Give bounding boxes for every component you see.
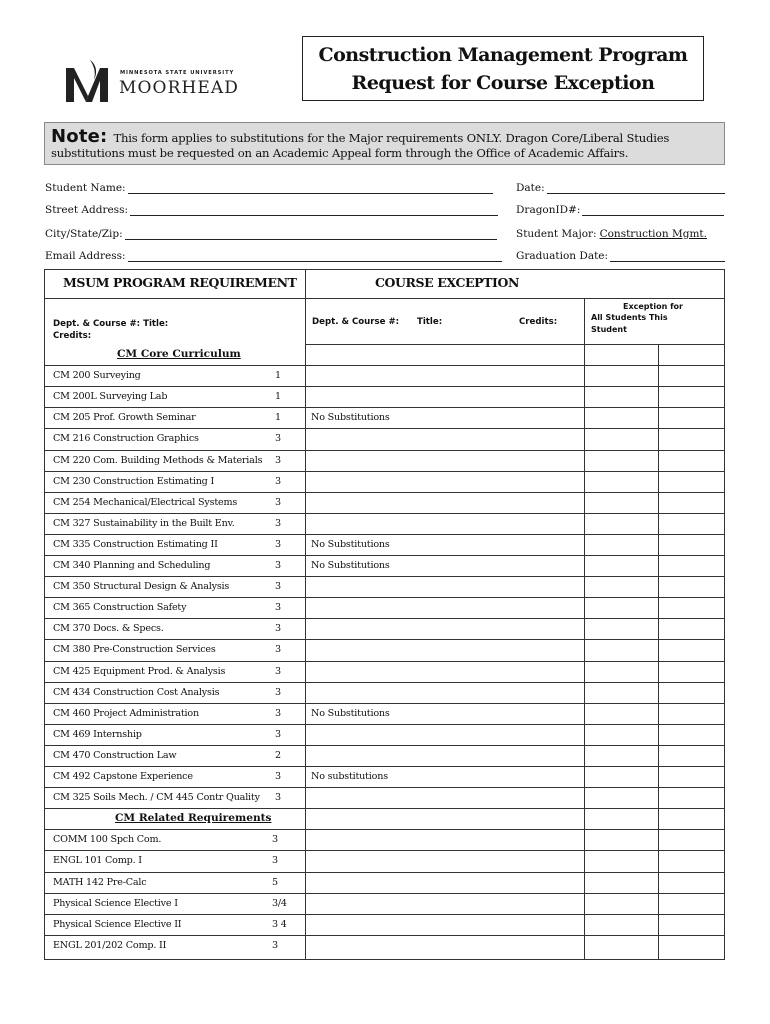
- course-name: Physical Science Elective I: [53, 897, 178, 909]
- course-name: CM 220 Com. Building Methods & Materials: [53, 454, 263, 466]
- course-name: CM 335 Construction Estimating II: [53, 538, 218, 550]
- university-logo: [64, 58, 254, 104]
- course-credits: 3: [275, 644, 281, 656]
- course-name: COMM 100 Spch Com.: [53, 834, 162, 846]
- course-name: MATH 142 Pre-Calc: [53, 876, 147, 888]
- dragon-id-label: DragonID#:: [516, 204, 581, 216]
- student-name-label: Student Name:: [45, 182, 126, 194]
- course-name: CM 460 Project Administration: [53, 707, 199, 719]
- course-name: ENGL 101 Comp. I: [53, 855, 142, 867]
- section-heading-core: CM Core Curriculum: [117, 348, 241, 360]
- course-credits: 3: [275, 686, 281, 698]
- course-name: CM 200L Surveying Lab: [53, 391, 168, 403]
- left-subheader: Dept. & Course #: Title:: [53, 319, 169, 329]
- form-title-line2: Request for Course Exception: [351, 72, 655, 94]
- course-name: ENGL 201/202 Comp. II: [53, 939, 167, 951]
- student-major-value: Construction Mgmt.: [599, 228, 707, 240]
- msum-requirement-header: MSUM PROGRAM REQUIREMENT: [63, 275, 297, 290]
- course-credits: 1: [275, 412, 281, 424]
- course-credits: 3: [275, 454, 281, 466]
- course-credits: 3: [275, 771, 281, 782]
- course-credits: 3: [275, 602, 281, 614]
- course-name: CM 340 Planning and Scheduling: [53, 560, 211, 571]
- course-name: CM 380 Pre-Construction Services: [53, 644, 216, 656]
- note-text-line2: substitutions must be requested on an Academic Appeal form through the Office of Academic Affairs.: [51, 146, 629, 160]
- course-credits: 3: [272, 939, 278, 951]
- course-name: CM 492 Capstone Experience: [53, 771, 193, 782]
- course-credits: 3: [275, 728, 281, 740]
- course-credits: 3: [275, 517, 281, 529]
- course-credits: 3: [275, 623, 281, 635]
- course-name: CM 365 Construction Safety: [53, 602, 187, 614]
- course-credits: 3/4: [272, 897, 287, 909]
- course-name: CM 469 Internship: [53, 728, 142, 740]
- exception-header-line3: Student: [591, 325, 627, 334]
- logo-title: MOORHEAD: [119, 78, 240, 98]
- course-exception-header: COURSE EXCEPTION: [375, 275, 519, 290]
- course-credits: 3: [275, 475, 281, 487]
- course-name: CM 470 Construction Law: [53, 749, 177, 761]
- course-name: CM 325 Soils Mech. / CM 445 Contr Quality: [53, 792, 260, 804]
- course-credits: 3: [275, 560, 281, 571]
- right-subheader-dept: Dept. & Course #:: [312, 317, 400, 327]
- course-name: CM 327 Sustainability in the Built Env.: [53, 517, 235, 529]
- course-name: CM 205 Prof. Growth Seminar: [53, 412, 196, 424]
- course-credits: 3: [272, 834, 278, 846]
- note-heading: Note:: [51, 126, 108, 147]
- logo-subtitle: MINNESOTA STATE UNIVERSITY: [120, 70, 235, 76]
- exception-note: No Substitutions: [311, 538, 390, 550]
- course-credits: 3: [272, 855, 278, 867]
- course-credits: 3: [275, 538, 281, 550]
- form-title-line1: Construction Management Program: [318, 44, 688, 66]
- graduation-date-label: Graduation Date:: [516, 250, 609, 262]
- section-heading-related: CM Related Requirements: [115, 812, 272, 825]
- form-title-box: [302, 36, 704, 101]
- graduation-date-field[interactable]: [516, 250, 725, 262]
- note-text-line1: This form applies to substitutions for the Major requirements ONLY. Dragon Core/Liberal Studies: [113, 131, 670, 145]
- date-field[interactable]: [516, 182, 725, 194]
- course-credits: 1: [275, 391, 281, 403]
- course-name: CM 200 Surveying: [53, 370, 141, 382]
- email-address-field[interactable]: [45, 250, 502, 262]
- course-name: CM 230 Construction Estimating I: [53, 475, 215, 487]
- course-credits: 2: [275, 749, 281, 761]
- course-name: CM 425 Equipment Prod. & Analysis: [53, 665, 226, 677]
- exception-header-line1: Exception for: [623, 302, 683, 311]
- msum-logo-icon: [64, 58, 114, 104]
- street-address-field[interactable]: [45, 204, 498, 216]
- course-credits: 3: [275, 665, 281, 677]
- note-box: [44, 122, 725, 165]
- course-name: CM 434 Construction Cost Analysis: [53, 686, 220, 698]
- exception-note: No Substitutions: [311, 560, 390, 571]
- course-credits: 3 4: [272, 918, 287, 930]
- course-credits: 3: [275, 707, 281, 719]
- student-major-field[interactable]: [516, 228, 707, 240]
- course-name: CM 216 Construction Graphics: [53, 433, 199, 445]
- email-address-label: Email Address:: [45, 250, 126, 262]
- city-state-zip-field[interactable]: [45, 228, 497, 240]
- course-name: Physical Science Elective II: [53, 918, 182, 930]
- exception-note: No Substitutions: [311, 412, 390, 424]
- course-credits: 5: [272, 876, 278, 888]
- course-exception-table: [44, 269, 725, 960]
- exception-note: No Substitutions: [311, 707, 390, 719]
- exception-header-line2: All Students This: [591, 313, 668, 322]
- course-credits: 3: [275, 496, 281, 508]
- course-name: CM 254 Mechanical/Electrical Systems: [53, 496, 238, 508]
- date-label: Date:: [516, 182, 545, 194]
- dragon-id-field[interactable]: [516, 204, 724, 216]
- exception-note: No substitutions: [311, 771, 388, 782]
- course-credits: 3: [275, 433, 281, 445]
- course-name: CM 370 Docs. & Specs.: [53, 623, 164, 635]
- left-subheader-credits: Credits:: [53, 331, 92, 341]
- street-address-label: Street Address:: [45, 204, 128, 216]
- course-credits: 3: [275, 581, 281, 593]
- course-name: CM 350 Structural Design & Analysis: [53, 581, 230, 593]
- right-subheader-title: Title:: [417, 317, 443, 327]
- city-state-zip-label: City/State/Zip:: [45, 228, 123, 240]
- student-name-field[interactable]: [45, 182, 493, 194]
- course-credits: 1: [275, 370, 281, 382]
- student-major-label: Student Major:: [516, 228, 597, 240]
- course-credits: 3: [275, 792, 281, 804]
- right-subheader-credits: Credits:: [519, 317, 558, 327]
